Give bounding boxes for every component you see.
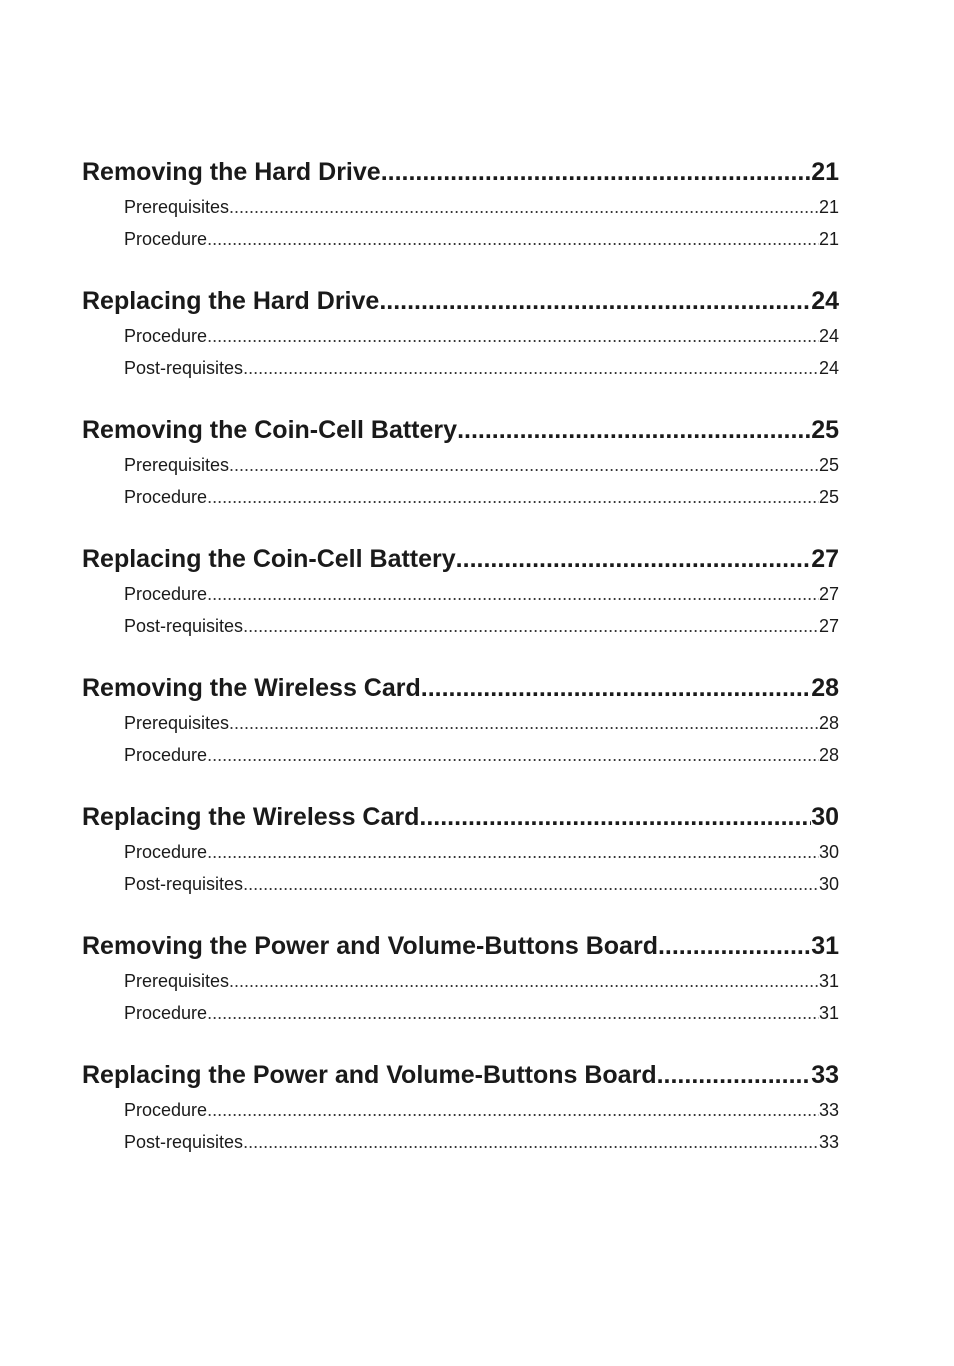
toc-page-number: 21 — [818, 197, 839, 217]
toc-subentry-title: Prerequisites — [124, 971, 230, 991]
dot-leader — [207, 578, 819, 610]
toc-subentry-title: Procedure — [124, 745, 208, 765]
toc-page-number: 33 — [811, 1061, 839, 1089]
toc-page-number: 31 — [811, 932, 839, 960]
dot-leader — [243, 352, 819, 384]
toc-heading-title: Removing the Hard Drive — [82, 158, 381, 186]
toc-heading-entry[interactable] — [82, 282, 839, 320]
toc-subentry-title: Prerequisites — [124, 197, 230, 217]
toc-page-number: 31 — [818, 1003, 839, 1023]
toc-heading-title: Replacing the Coin-Cell Battery — [82, 545, 456, 573]
toc-subentry-title: Procedure — [124, 229, 208, 249]
toc-subentry[interactable] — [82, 1094, 839, 1126]
dot-leader — [229, 449, 819, 481]
toc-subentry[interactable] — [82, 223, 839, 255]
toc-page-number: 27 — [811, 545, 839, 573]
dot-leader — [457, 411, 811, 449]
toc-subentry[interactable] — [82, 191, 839, 223]
toc-subentry[interactable] — [82, 481, 839, 513]
toc-section — [82, 669, 839, 771]
toc-page-number: 27 — [818, 584, 839, 604]
dot-leader — [658, 927, 811, 965]
toc-subentry[interactable] — [82, 578, 839, 610]
dot-leader — [207, 997, 819, 1029]
toc-page-number: 28 — [811, 674, 839, 702]
toc-heading-title: Replacing the Hard Drive — [82, 287, 380, 315]
toc-subentry-title: Post-requisites — [124, 358, 244, 378]
toc-subentry-title: Procedure — [124, 1100, 208, 1120]
toc-heading-entry[interactable] — [82, 153, 839, 191]
dot-leader — [379, 282, 811, 320]
dot-leader — [243, 1126, 819, 1158]
dot-leader — [207, 836, 819, 868]
toc-subentry-title: Prerequisites — [124, 455, 230, 475]
toc-section — [82, 282, 839, 384]
toc-page-number: 28 — [818, 713, 839, 733]
toc-subentry-title: Prerequisites — [124, 713, 230, 733]
toc-heading-title: Removing the Coin-Cell Battery — [82, 416, 458, 444]
toc-page-number: 30 — [818, 842, 839, 862]
toc-subentry[interactable] — [82, 449, 839, 481]
dot-leader — [243, 610, 819, 642]
dot-leader — [456, 540, 812, 578]
toc-subentry-title: Post-requisites — [124, 616, 244, 636]
dot-leader — [419, 798, 811, 836]
toc-page-number: 31 — [818, 971, 839, 991]
toc-subentry-title: Procedure — [124, 842, 208, 862]
toc-page-number: 25 — [818, 487, 839, 507]
dot-leader — [657, 1056, 812, 1094]
toc-subentry[interactable] — [82, 610, 839, 642]
toc-page-number: 33 — [818, 1132, 839, 1152]
toc-section — [82, 411, 839, 513]
dot-leader — [207, 320, 819, 352]
toc-subentry[interactable] — [82, 965, 839, 997]
toc-subentry[interactable] — [82, 1126, 839, 1158]
toc-subentry-title: Procedure — [124, 487, 208, 507]
dot-leader — [243, 868, 819, 900]
toc-section — [82, 153, 839, 255]
toc-heading-title: Replacing the Power and Volume-Buttons Board — [82, 1061, 657, 1089]
toc-page-number: 21 — [811, 158, 839, 186]
toc-heading-entry[interactable] — [82, 411, 839, 449]
toc-subentry[interactable] — [82, 997, 839, 1029]
toc-page-number: 25 — [811, 416, 839, 444]
toc-heading-title: Removing the Power and Volume-Buttons Board — [82, 932, 658, 960]
toc-page-number: 30 — [811, 803, 839, 831]
toc-page-number: 21 — [818, 229, 839, 249]
toc-subentry[interactable] — [82, 868, 839, 900]
toc-page-number: 27 — [818, 616, 839, 636]
toc-heading-entry[interactable] — [82, 669, 839, 707]
toc-section — [82, 540, 839, 642]
toc-subentry-title: Procedure — [124, 326, 208, 346]
toc-page-number: 33 — [818, 1100, 839, 1120]
dot-leader — [229, 191, 819, 223]
toc-subentry-title: Procedure — [124, 1003, 208, 1023]
toc-page-number: 25 — [818, 455, 839, 475]
toc-page-number: 24 — [818, 326, 839, 346]
toc-subentry-title: Post-requisites — [124, 874, 244, 894]
dot-leader — [207, 1094, 819, 1126]
toc-page-number: 24 — [818, 358, 839, 378]
toc-subentry-title: Procedure — [124, 584, 208, 604]
toc-subentry[interactable] — [82, 352, 839, 384]
dot-leader — [207, 739, 819, 771]
toc-subentry-title: Post-requisites — [124, 1132, 244, 1152]
toc-section — [82, 1056, 839, 1158]
toc-page-number: 28 — [818, 745, 839, 765]
dot-leader — [207, 481, 819, 513]
toc-subentry[interactable] — [82, 320, 839, 352]
toc-page-number: 30 — [818, 874, 839, 894]
toc-heading-entry[interactable] — [82, 540, 839, 578]
toc-heading-title: Removing the Wireless Card — [82, 674, 421, 702]
toc-subentry[interactable] — [82, 707, 839, 739]
toc-heading-entry[interactable] — [82, 1056, 839, 1094]
table-of-contents — [82, 153, 839, 1158]
dot-leader — [207, 223, 819, 255]
dot-leader — [381, 153, 812, 191]
toc-heading-entry[interactable] — [82, 798, 839, 836]
toc-heading-title: Replacing the Wireless Card — [82, 803, 420, 831]
toc-section — [82, 798, 839, 900]
toc-heading-entry[interactable] — [82, 927, 839, 965]
toc-page-number: 24 — [811, 287, 839, 315]
dot-leader — [229, 965, 819, 997]
dot-leader — [421, 669, 811, 707]
dot-leader — [229, 707, 819, 739]
toc-subentry[interactable] — [82, 836, 839, 868]
toc-section — [82, 927, 839, 1029]
toc-subentry[interactable] — [82, 739, 839, 771]
